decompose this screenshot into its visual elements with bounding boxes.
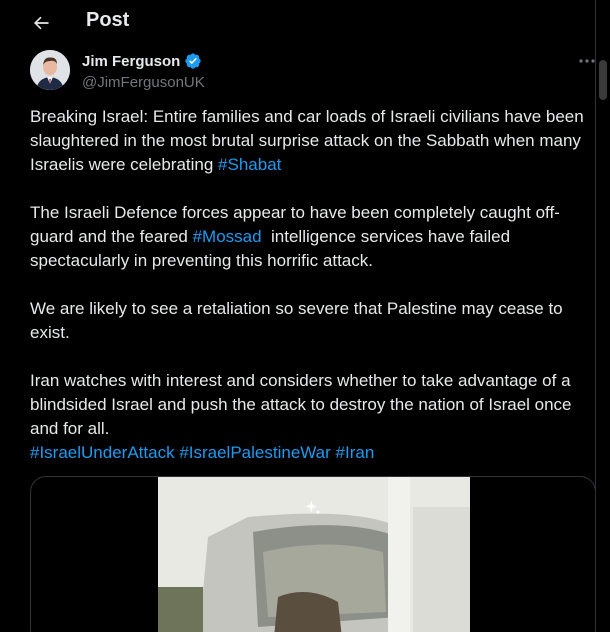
post-text-span: Iran watches with interest and considers whether to take advantage of a blindsided Israel and push the attack to destroy the nation of Israel once and for all.	[30, 371, 572, 438]
scrollbar[interactable]	[596, 0, 610, 632]
sparkle-icon	[303, 498, 323, 518]
page-title: Post	[86, 9, 130, 31]
hashtag-shabat[interactable]: #Shabat	[218, 155, 282, 174]
hashtag-iran[interactable]: #Iran	[335, 443, 375, 462]
hashtag-israel-under-attack[interactable]: #IsraelUnderAttack	[30, 443, 175, 462]
avatar[interactable]	[30, 50, 70, 90]
verified-badge-icon[interactable]	[184, 52, 202, 70]
sparkle-button[interactable]	[298, 493, 328, 523]
hashtag-israel-palestine-war[interactable]: #IsraelPalestineWar	[179, 443, 331, 462]
post-paragraph	[30, 105, 596, 177]
more-icon	[578, 58, 596, 64]
back-button[interactable]	[24, 6, 58, 40]
arrow-left-icon	[31, 13, 51, 33]
post-text-span: The Israeli Defence forces appear to have been completely caught off-guard and the feared	[30, 203, 560, 246]
avatar-photo	[30, 50, 70, 90]
hashtag-mossad[interactable]: #Mossad	[192, 227, 262, 246]
author-info	[82, 52, 342, 91]
post-paragraph	[30, 201, 596, 273]
media-container[interactable]	[30, 476, 596, 632]
author-name[interactable]: Jim Ferguson	[82, 52, 181, 70]
post-text-span: Breaking Israel: Entire families and car loads of Israeli civilians have been slaughtered in the most brutal surprise attack on the Sabbath when many Israelis were celebrating	[30, 107, 584, 174]
post-text	[30, 105, 596, 465]
post-text-span: intelligence services have failed spectacularly in preventing this horrific attack.	[30, 227, 515, 270]
video-thumbnail[interactable]	[158, 477, 470, 632]
page-header	[0, 0, 596, 44]
scrollbar-thumb[interactable]	[599, 60, 607, 100]
author-handle[interactable]: @JimFergusonUK	[82, 74, 205, 91]
post-paragraph: We are likely to see a retaliation so severe that Palestine may cease to exist.	[30, 299, 563, 342]
post-author	[30, 50, 205, 91]
hashtag-row	[30, 441, 596, 465]
post-paragraph	[30, 369, 596, 441]
